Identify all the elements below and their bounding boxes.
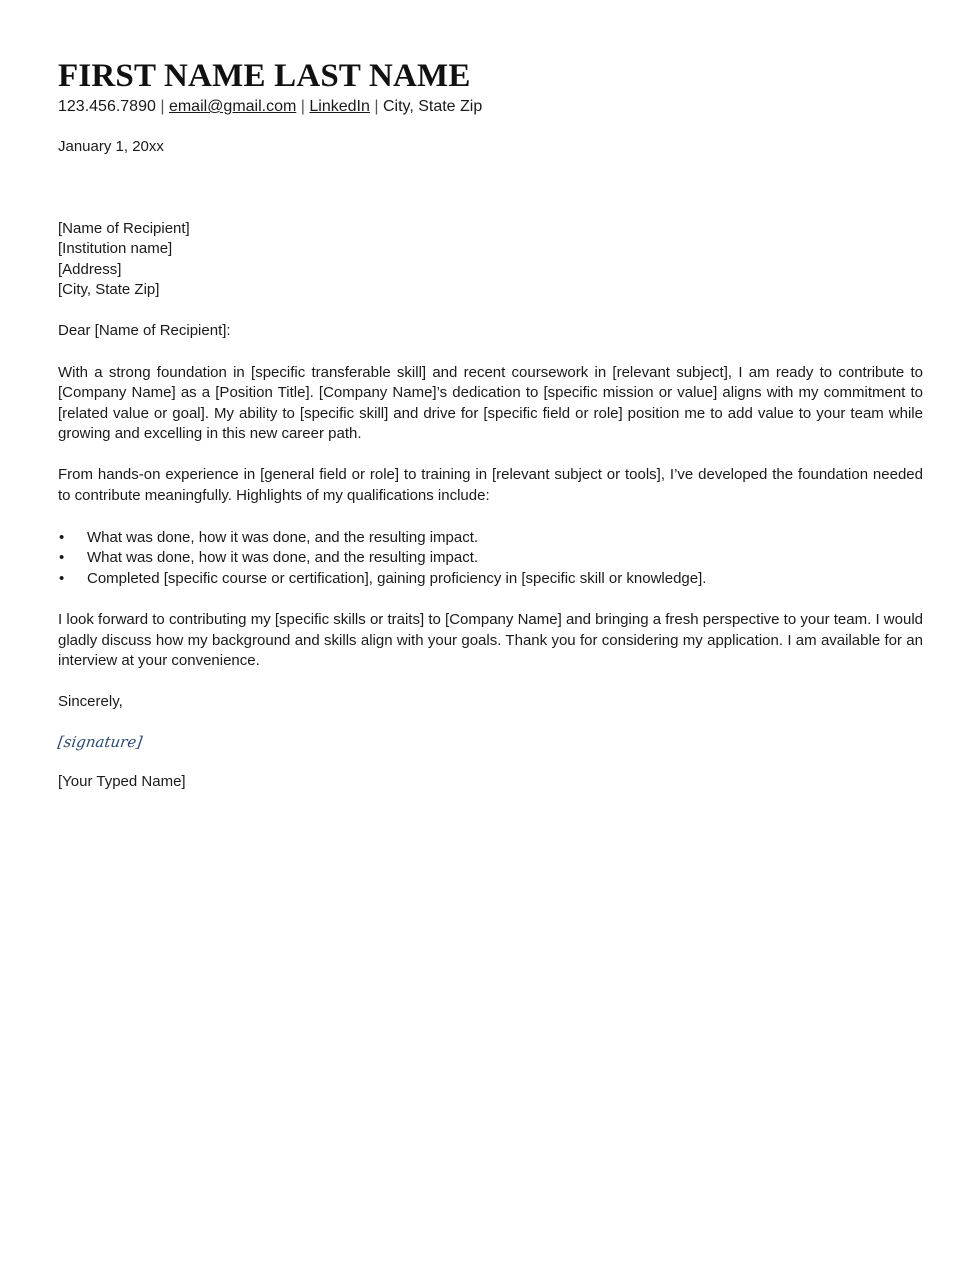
applicant-name: FIRST NAME LAST NAME (58, 58, 471, 94)
list-item-text: What was done, how it was done, and the resulting impact. (87, 528, 479, 546)
closing-paragraph: I look forward to contributing my [specific skills or traits] to [Company Name] and bringing a fresh perspective to your team. I would gladly discuss how my background and skills align with your goals. Thank you for considering my application. I am available for an interview at your convenience. (58, 610, 923, 670)
list-item (58, 569, 923, 590)
linkedin-link[interactable]: LinkedIn (309, 98, 370, 115)
signature-wrapper (58, 713, 923, 752)
separator: | (300, 98, 305, 115)
qualifications-list (58, 528, 923, 590)
recipient-name: [Name of Recipient] (58, 219, 190, 237)
bullet-icon: • (59, 549, 65, 567)
email-link[interactable]: email@gmail.com (168, 98, 297, 115)
signoff: Sincerely, (58, 693, 123, 711)
separator: | (160, 98, 165, 115)
recipient-city: [City, State Zip] (58, 281, 160, 299)
signature: [signature] (56, 732, 144, 751)
intro-paragraph: With a strong foundation in [specific transferable skill] and recent coursework in [relevant subject], I am ready to contribute to [Company Name] as a [Position Title]. [Company Name]’s dedication to [specific mission or value] aligns with my commitment to [related value or goal]. My ability to [specific skill] and drive for [specific field or role] position me to add value to your team while growing and excelling in this new career path. (58, 363, 923, 443)
recipient-institution: [Institution name] (58, 240, 173, 258)
bullet-icon: • (59, 569, 65, 587)
phone-number: 123.456.7890 (58, 98, 156, 115)
recipient-address: [Address] (58, 260, 122, 278)
recipient-block (58, 219, 923, 301)
experience-paragraph: From hands-on experience in [general field or role] to training in [relevant subject or tools], I’ve developed the foundation needed to contribute meaningfully. Highlights of my qualifications include: (58, 466, 923, 505)
contact-line (58, 96, 923, 118)
letter-date: January 1, 20xx (58, 138, 164, 155)
list-item-text: Completed [specific course or certification], gaining proficiency in [specific skill or knowledge]. (87, 569, 707, 587)
bullet-icon: • (59, 528, 65, 546)
salutation: Dear [Name of Recipient]: (58, 322, 231, 340)
list-item (58, 528, 923, 549)
location: City, State Zip (382, 98, 483, 115)
typed-name: [Your Typed Name] (58, 772, 186, 790)
cover-letter (58, 56, 923, 792)
separator: | (374, 98, 379, 115)
list-item-text: What was done, how it was done, and the resulting impact. (87, 549, 479, 567)
list-item (58, 548, 923, 569)
